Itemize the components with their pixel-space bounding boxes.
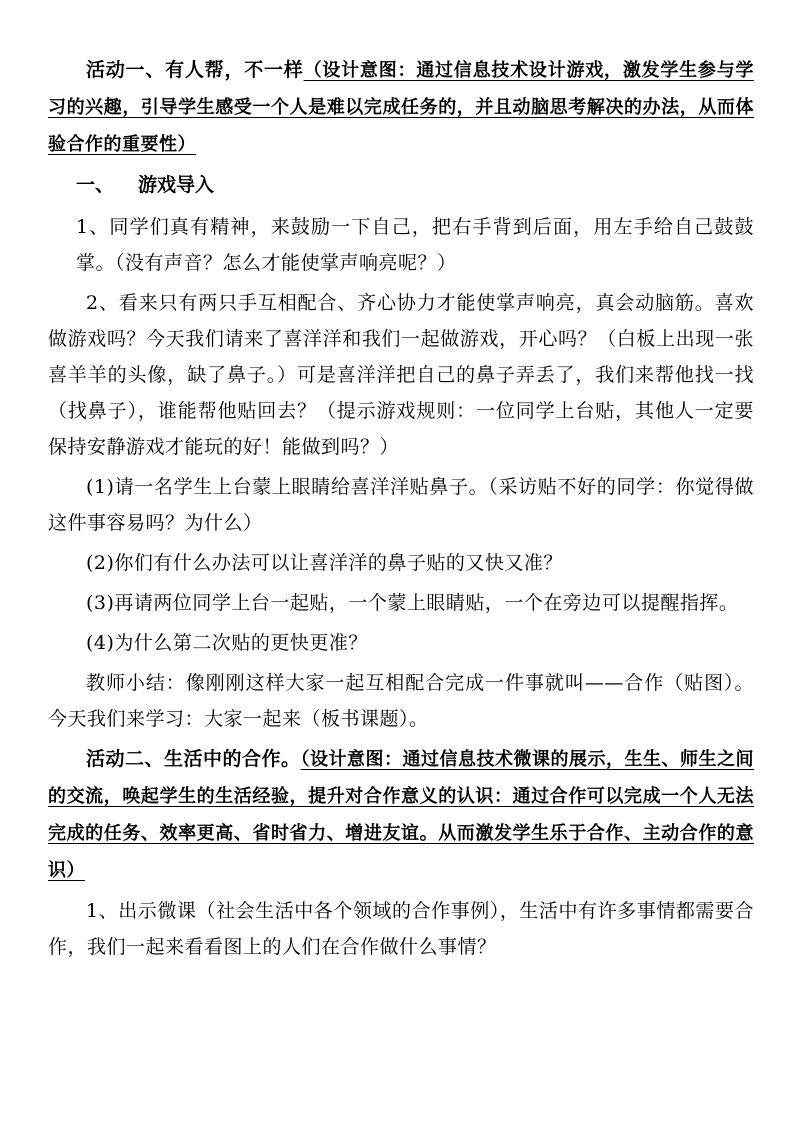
activity2-title: 活动二、生活中的合作。	[86, 748, 301, 770]
activity2-intent: （设计意图：通过信息技术微课的展示，生生、师生之间的交流，唤起学生的生活经验，提升对合作意义的认识：通过合作可以完成一个人无法完成的任务、效率更高、省时省力、增进友谊。从而激发学生乐于合作、主动合作的意识）	[48, 749, 755, 881]
activity1-paragraph	[48, 52, 754, 163]
teacher-summary: 教师小结：像刚刚这样大家一起互相配合完成一件事就叫——合作（贴图）。今天我们来学习：大家一起来（板书课题）。	[48, 672, 754, 730]
section1-title: 游戏导入	[138, 174, 215, 196]
activity2-paragraph	[48, 741, 754, 889]
activity1-title: 活动一、有人帮，不一样	[86, 59, 304, 81]
step-3: (3)再请两位同学上台一起贴，一个蒙上眼睛贴，一个在旁边可以提醒指挥。	[86, 592, 739, 614]
section1-number: 一、	[76, 174, 115, 196]
paragraph-1: 1、同学们真有精神，来鼓励一下自己，把右手背到后面，用左手给自己鼓鼓掌。（没有声音？怎么才能使掌声响亮呢？）	[76, 216, 754, 274]
paragraph-2: 2、看来只有两只手互相配合、齐心协力才能使掌声响亮，真会动脑筋。喜欢做游戏吗？今天我们请来了喜洋洋和我们一起做游戏，开心吗？（白板上出现一张喜羊羊的头像，缺了鼻子。）可是喜洋洋把自己的鼻子弄丢了，我们来帮他找一找（找鼻子），谁能帮他贴回去？（提示游戏规则：一位同学上台贴，其他人一定要保持安静游戏才能玩的好！能做到吗？）	[48, 292, 754, 458]
step-2: (2)你们有什么办法可以让喜洋洋的鼻子贴的又快又准？	[86, 552, 563, 574]
section2-paragraph-1: 1、出示微课（社会生活中各个领域的合作事例），生活中有许多事情都需要合作，我们一起来看看图上的人们在合作做什么事情？	[48, 900, 754, 958]
activity1-intent: （设计意图：通过信息技术设计游戏，激发学生参与学习的兴趣，引导学生感受一个人是难以完成任务的，并且动脑思考解决的办法，从而体验合作的重要性）	[48, 60, 754, 155]
step-1: (1)请一名学生上台蒙上眼睛给喜洋洋贴鼻子。（采访贴不好的同学：你觉得做这件事容易吗？为什么）	[48, 476, 754, 534]
document-page	[48, 52, 754, 969]
section1-heading	[48, 167, 754, 203]
step-4: (4)为什么第二次贴的更快更准？	[86, 632, 368, 654]
